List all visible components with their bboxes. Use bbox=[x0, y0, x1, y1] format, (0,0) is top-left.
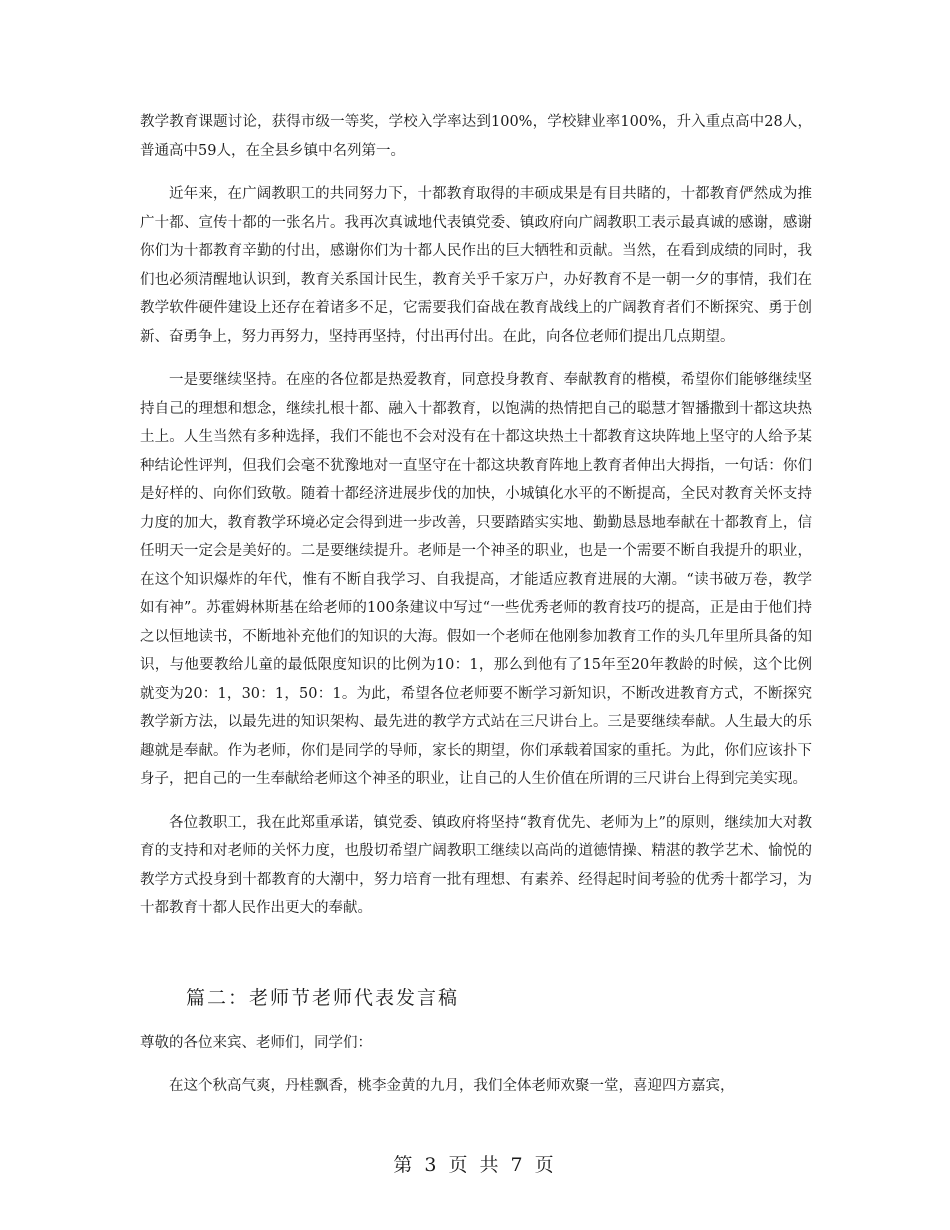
paragraph-continuation: 教学教育课题讨论，获得市级一等奖，学校入学率达到100%，学校肄业率100%，升入重点高中28人，普通高中59人，在全县乡镇中名列第一。 bbox=[140, 114, 812, 159]
greeting-line: 尊敬的各位来宾、老师们，同学们： bbox=[140, 1034, 372, 1051]
document-body bbox=[140, 108, 812, 1116]
paragraph-achievements: 近年来，在广阔教职工的共同努力下，十都教育取得的丰硕成果是有目共睹的，十都教育俨然成为推广十都、宣传十都的一张名片。我再次真诚地代表镇党委、镇政府向广阔教职工表示最真诚的感谢，感谢你们为十都教育辛勤的付出，感谢你们为十都人民作出的巨大牺牲和贡献。当然，在看到成绩的同时，我们也必须清醒地认识到，教育关系国计民生，教育关乎千家万户，办好教育不是一朝一夕的事情，我们在教学软件硬件建设上还存在着诸多不足，它需要我们奋战在教育战线上的广阔教育者们不断探究、勇于创新、奋勇争上，努力再努力，坚持再坚持，付出再付出。在此，向各位老师们提出几点期望。 bbox=[140, 186, 812, 345]
page-number-footer: 第 3 页 共 7 页 bbox=[393, 1154, 557, 1176]
paragraph-expectations: 一是要继续坚持。在座的各位都是热爱教育，同意投身教育、奉献教育的楷模，希望你们能够继续坚持自己的理想和想念，继续扎根十都、融入十都教育，以饱满的热情把自己的聪慧才智播撒到十都这块热土上。人生当然有多种选择，我们不能也不会对没有在十都这块热土十都教育这块阵地上坚守的人给予某种结论性评判，但我们会毫不犹豫地对一直坚守在十都这块教育阵地上教育者伸出大拇指，一句话：你们是好样的、向你们致敬。随着十都经济进展步伐的加快，小城镇化水平的不断提高，全民对教育关怀支持力度的加大，教育教学环境必定会得到进一步改善，只要踏踏实实地、勤勤恳恳地奉献在十都教育上，信任明天一定会是美好的。二是要继续提升。老师是一个神圣的职业，也是一个需要不断自我提升的职业，在这个知识爆炸的年代，惟有不断自我学习、自我提高，才能适应教育进展的大潮。“读书破万卷，教学如有神”。苏霍姆林斯基在给老师的100条建议中写过“一些优秀老师的教育技巧的提高，正是由于他们持之以恒地读书，不断地补充他们的知识的大海。假如一个老师在他刚参加教育工作的头几年里所具备的知识，与他要教给儿童的最低限度知识的比例为10：1，那么到他有了15年至20年教龄的时候，这个比例就变为20：1，30：1，50：1。为此，希望各位老师要不断学习新知识，不断改进教育方式，不断探究教学新方法，以最先进的知识架构、最先进的教学方式站在三尺讲台上。三是要继续奉献。人生最大的乐趣就是奉献。作为老师，你们是同学的导师，家长的期望，你们承载着国家的重托。为此，你们应该扑下身子，把自己的一生奉献给老师这个神圣的职业，让自己的人生价值在所谓的三尺讲台上得到完美实现。 bbox=[140, 372, 812, 787]
paragraph-opening: 在这个秋高气爽，丹桂飘香，桃李金黄的九月，我们全体老师欢聚一堂，喜迎四方嘉宾， bbox=[169, 1078, 735, 1094]
paragraph-commitment: 各位教职工，我在此郑重承诺，镇党委、镇政府将坚持“教育优先、老师为上”的原则，继续加大对教育的支持和对老师的关怀力度，也殷切希望广阔教职工继续以高尚的道德情操、精湛的教学艺术、愉悦的教学方式投身到十都教育的大潮中，努力培育一批有理想、有素养、经得起时间考验的优秀十都学习，为十都教育十都人民作出更大的奉献。 bbox=[140, 814, 812, 916]
section-heading: 篇二：老师节老师代表发言稿 bbox=[186, 986, 460, 1009]
